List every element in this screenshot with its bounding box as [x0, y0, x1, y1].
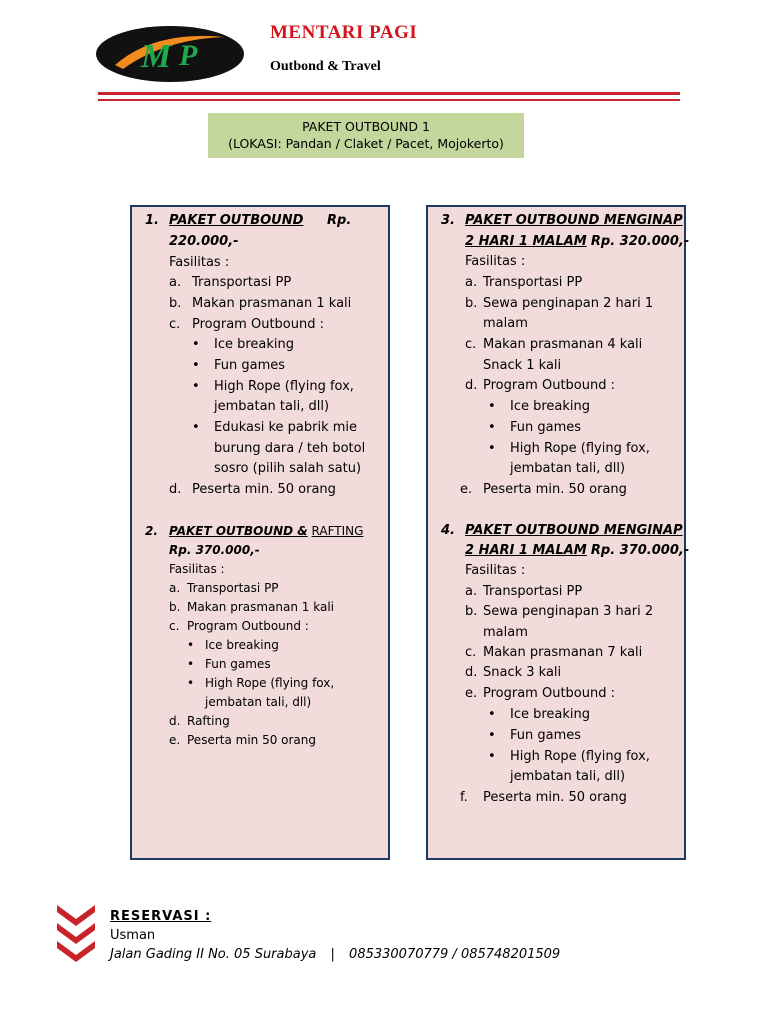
title-box	[208, 113, 524, 158]
list-mark: c.	[465, 645, 477, 660]
list-mark: a.	[169, 581, 181, 595]
list-item: Peserta min. 50 orang	[483, 482, 627, 497]
list-mark: c.	[465, 337, 477, 352]
reservasi-address-line	[110, 947, 560, 962]
bullet-icon: •	[488, 728, 496, 743]
list-mark: e.	[465, 686, 478, 701]
bullet-icon: •	[187, 638, 195, 652]
bullet-icon: •	[488, 399, 496, 414]
bullet-icon: •	[488, 749, 496, 764]
package-3-name-line2	[465, 232, 689, 253]
separator: |	[330, 947, 335, 962]
package-panel-left	[130, 205, 390, 860]
list-mark: d.	[465, 378, 478, 393]
list-item: Program Outbound :	[483, 686, 615, 701]
package-4-fasilitas: Fasilitas :	[465, 563, 526, 578]
bullet-item: High Rope (flying fox,	[214, 379, 354, 394]
bullet-icon: •	[187, 657, 195, 671]
list-item: Peserta min. 50 orang	[483, 790, 627, 805]
bullet-item-cont: jembatan tali, dll)	[510, 461, 626, 476]
bullet-item: Fun games	[510, 420, 582, 435]
bullet-item-cont: jembatan tali, dll)	[214, 399, 330, 414]
brand-subtitle: Outbond & Travel	[270, 59, 381, 74]
list-item: Transportasi PP	[192, 275, 292, 290]
svg-text:P: P	[179, 39, 198, 72]
package-1-fasilitas: Fasilitas :	[169, 255, 230, 270]
list-mark: c.	[169, 619, 180, 633]
package-3-duration: 2 HARI 1 MALAM	[465, 234, 587, 249]
list-mark: d.	[169, 714, 181, 728]
mentari-pagi-logo	[95, 25, 245, 83]
list-item-cont: Snack 1 kali	[483, 358, 562, 373]
list-item: Sewa penginapan 2 hari 1	[483, 296, 654, 311]
list-mark: a.	[465, 584, 478, 599]
package-4-name-line2	[465, 541, 689, 562]
bullet-icon: •	[187, 676, 195, 690]
list-item: Snack 3 kali	[483, 665, 562, 680]
chevron-down-icon	[57, 905, 95, 963]
package-4-name-line1: PAKET OUTBOUND MENGINAP	[465, 523, 683, 538]
list-item: Makan prasmanan 1 kali	[187, 600, 335, 614]
package-2-fasilitas: Fasilitas :	[169, 562, 225, 576]
brand-name: MENTARI PAGI	[270, 22, 418, 43]
bullet-item: Ice breaking	[205, 638, 279, 652]
list-mark: c.	[169, 317, 181, 332]
reservasi-name: Usman	[110, 928, 156, 943]
package-1-number: 1.	[145, 213, 159, 228]
address: Jalan Gading II No. 05 Surabaya	[110, 947, 317, 962]
bullet-item: Ice breaking	[510, 707, 591, 722]
bullet-item: Edukasi ke pabrik mie	[214, 420, 358, 435]
header-rule-bottom	[98, 99, 680, 101]
list-item: Program Outbound :	[192, 317, 324, 332]
list-item: Makan prasmanan 1 kali	[192, 296, 352, 311]
bullet-item: Fun games	[214, 358, 286, 373]
bullet-icon: •	[488, 441, 496, 456]
list-mark: d.	[169, 482, 182, 497]
package-2-name	[169, 522, 363, 541]
bullet-icon: •	[192, 337, 200, 352]
bullet-icon: •	[488, 420, 496, 435]
list-mark: a.	[169, 275, 182, 290]
package-1-price-prefix: Rp.	[327, 213, 352, 228]
package-2-name-main: PAKET OUTBOUND &	[169, 524, 308, 538]
bullet-item-cont: jembatan tali, dll)	[205, 695, 312, 709]
package-4-number: 4.	[441, 523, 455, 538]
bullet-item-cont: jembatan tali, dll)	[510, 769, 626, 784]
list-item-cont: malam	[483, 316, 528, 331]
list-mark: e.	[460, 482, 473, 497]
list-item: Program Outbound :	[483, 378, 615, 393]
reservasi-title: RESERVASI :	[110, 909, 212, 924]
package-3-price: Rp. 320.000,-	[590, 234, 690, 249]
title-line-1: PAKET OUTBOUND 1	[302, 119, 430, 134]
list-mark: d.	[465, 665, 478, 680]
bullet-item: Fun games	[510, 728, 582, 743]
svg-text:M: M	[141, 38, 172, 75]
bullet-item: Fun games	[205, 657, 271, 671]
list-item-cont: malam	[483, 625, 528, 640]
package-3-number: 3.	[441, 213, 455, 228]
list-item: Transportasi PP	[483, 275, 583, 290]
package-4-price: Rp. 370.000,-	[590, 543, 690, 558]
package-1-name: PAKET OUTBOUND	[169, 213, 304, 228]
list-item: Makan prasmanan 4 kali	[483, 337, 643, 352]
bullet-item: High Rope (flying fox,	[205, 676, 335, 690]
list-item: Peserta min. 50 orang	[192, 482, 336, 497]
package-3-fasilitas: Fasilitas :	[465, 254, 526, 269]
bullet-item: High Rope (flying fox,	[510, 441, 650, 456]
list-mark: e.	[169, 733, 181, 747]
bullet-icon: •	[192, 358, 200, 373]
bullet-icon: •	[488, 707, 496, 722]
list-item: Program Outbound :	[187, 619, 309, 633]
package-2-name-tail: RAFTING	[311, 524, 364, 538]
list-item: Peserta min 50 orang	[187, 733, 317, 747]
phone-numbers: 085330070779 / 085748201509	[349, 947, 561, 962]
list-mark: a.	[465, 275, 478, 290]
list-mark: b.	[169, 296, 182, 311]
list-mark: f.	[460, 790, 468, 805]
package-3-name-line1: PAKET OUTBOUND MENGINAP	[465, 213, 683, 228]
package-4-duration: 2 HARI 1 MALAM	[465, 543, 587, 558]
list-item: Makan prasmanan 7 kali	[483, 645, 643, 660]
bullet-item: Ice breaking	[510, 399, 591, 414]
package-panel-right	[426, 205, 690, 860]
bullet-item: Ice breaking	[214, 337, 295, 352]
list-mark: b.	[465, 296, 478, 311]
package-1-price: 220.000,-	[169, 234, 239, 249]
bullet-item: High Rope (flying fox,	[510, 749, 650, 764]
list-item: Transportasi PP	[483, 584, 583, 599]
package-2-number: 2.	[145, 524, 158, 538]
bullet-icon: •	[192, 379, 200, 394]
bullet-item-cont: sosro (pilih salah satu)	[214, 461, 362, 476]
list-item: Sewa penginapan 3 hari 2	[483, 604, 654, 619]
package-2-price: Rp. 370.000,-	[169, 543, 260, 557]
list-mark: b.	[465, 604, 478, 619]
bullet-icon: •	[192, 420, 200, 435]
bullet-item-cont: burung dara / teh botol	[214, 441, 366, 456]
list-item: Transportasi PP	[187, 581, 279, 595]
header-rule-top	[98, 92, 680, 95]
list-item: Rafting	[187, 714, 230, 728]
list-mark: b.	[169, 600, 181, 614]
title-line-2: (LOKASI: Pandan / Claket / Pacet, Mojokerto)	[228, 136, 504, 151]
